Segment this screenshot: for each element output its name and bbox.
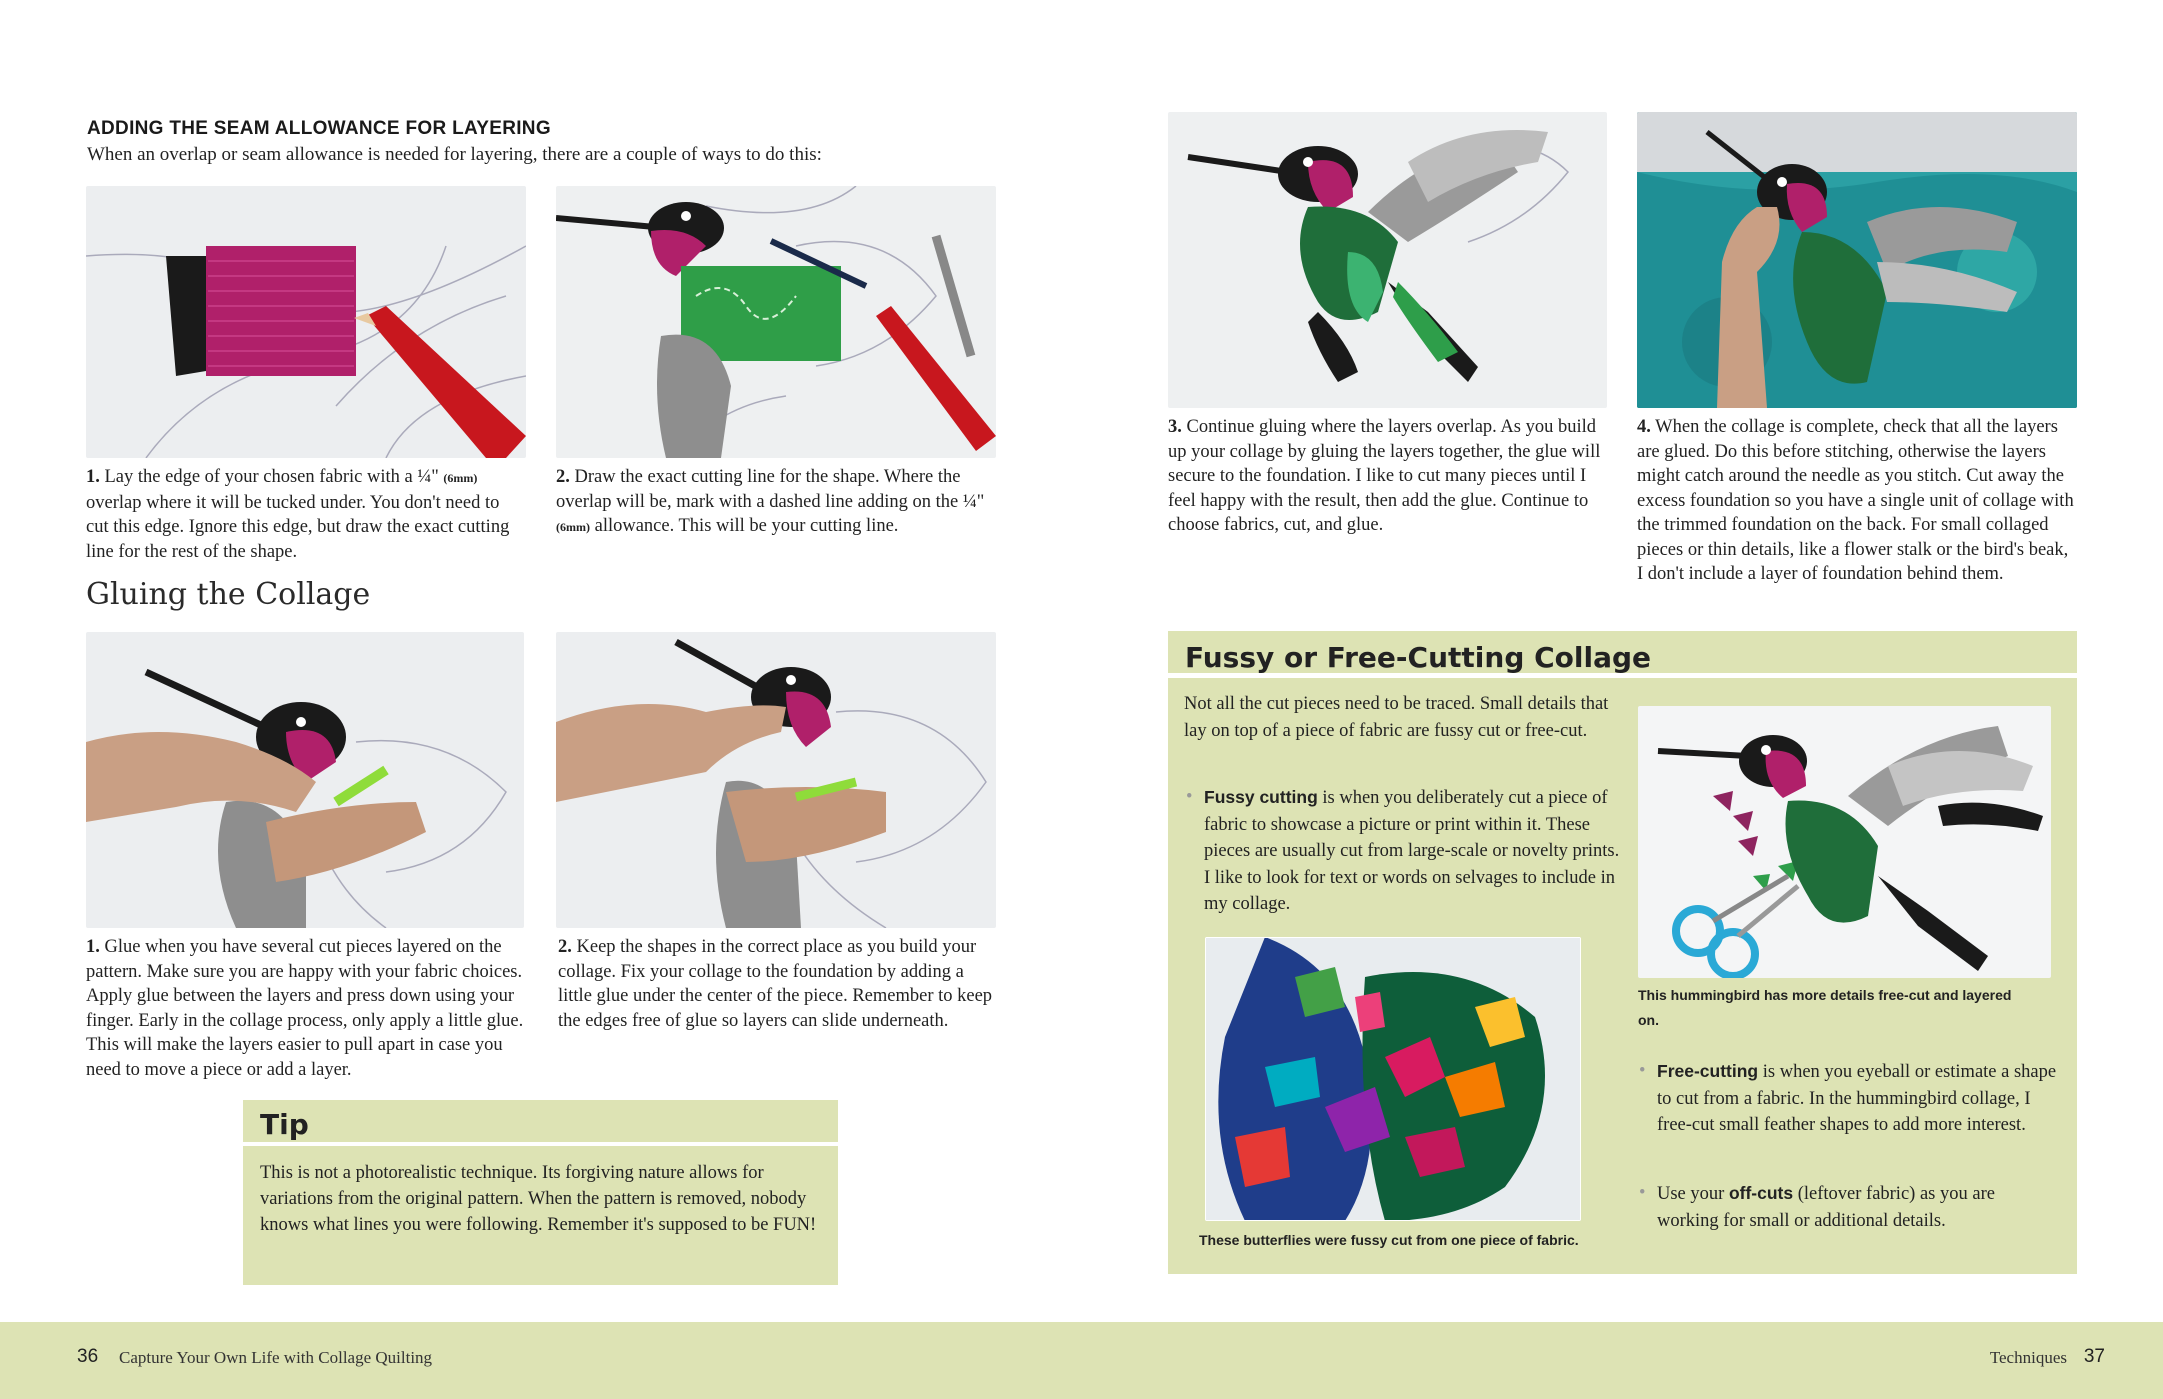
- fussy-title: Fussy or Free-Cutting Collage: [1185, 641, 1652, 674]
- gluing-step1-number: 1.: [86, 937, 100, 957]
- left-page-number: 36: [77, 1346, 99, 1367]
- seam-step2-number: 2.: [556, 467, 570, 487]
- fussy-cutting-text: is when you deliberately cut a piece of fabric to showcase a picture or print within it. These pieces are usually cut from large-scale or novelty prints. I like to look for text or words on selvages to include in my collage.: [1204, 788, 1620, 914]
- photo-butterflies: [1205, 937, 1581, 1221]
- photo-fabric-overlap: [86, 186, 526, 458]
- step4-number: 4.: [1637, 417, 1651, 437]
- seam-step1-metric: (6mm): [443, 471, 478, 485]
- step3-caption: [1168, 415, 1607, 538]
- off-cuts-pre: Use your: [1657, 1184, 1725, 1204]
- gluing-section-title: Gluing the Collage: [86, 577, 371, 612]
- photo-finished-collage: [1637, 112, 2077, 408]
- gluing-step2-text: Keep the shapes in the correct place as you build your collage. Fix your collage to the foundation by adding a little glue under the center of the piece. Remember to keep the edges free of glue so layers can slide underneath.: [558, 937, 993, 1031]
- off-cuts-text: (leftover fabric) as you are working for small or additional details.: [1657, 1184, 1995, 1231]
- fussy-cutting-term: Fussy cutting: [1204, 787, 1318, 807]
- free-cutting-term: Free-cutting: [1657, 1061, 1759, 1081]
- bullet-fussy-cutting: [1186, 784, 1624, 918]
- off-cuts-term: off-cuts: [1728, 1183, 1794, 1203]
- bullet-dot: •: [1639, 1183, 1646, 1203]
- step4-text: When the collage is complete, check that all the layers are glued. Do this before stitching, otherwise the layers might catch around the needle as you stitch. Cut away the excess foundation so you have a single unit of collage with the trimmed foundation on the back. For small collaged pieces or thin details, like a flower stalk or the bird's beak, I don't include a layer of foundation behind them.: [1637, 417, 2074, 584]
- seam-step2-caption: [556, 465, 996, 540]
- photo-cutting-line: [556, 186, 996, 458]
- photo-hummingbird-scissors: [1638, 706, 2051, 978]
- seam-allowance-heading: ADDING THE SEAM ALLOWANCE FOR LAYERING: [87, 118, 551, 139]
- hummingbird-caption: This hummingbird has more details free-cut and layered on.: [1638, 987, 2012, 1028]
- photo-collage-progress: [1168, 112, 1607, 408]
- right-page-number: 37: [2083, 1346, 2105, 1367]
- tip-title: Tip: [260, 1108, 309, 1141]
- bullet-free-cutting: [1639, 1058, 2057, 1139]
- gluing-step1-text: Glue when you have several cut pieces layered on the pattern. Make sure you are happy with your fabric choices. Apply glue between the layers and press down using your finger. Early in the collage process, only apply a little glue. This will make the layers easier to pull apart in case you need to move a piece or add a layer.: [86, 937, 524, 1080]
- fussy-cutting-box: [1168, 631, 2077, 1274]
- photo-gluing-hand: [86, 632, 524, 928]
- seam-step2-metric: (6mm): [556, 520, 590, 534]
- seam-step1-caption: [86, 465, 526, 564]
- seam-allowance-intro: When an overlap or seam allowance is needed for layering, there are a couple of ways to do this:: [87, 144, 822, 165]
- free-cutting-text: is when you eyeball or estimate a shape to cut from a fabric. In the hummingbird collage, I free-cut small feather shapes to add more interest.: [1657, 1062, 2057, 1135]
- step3-text: Continue gluing where the layers overlap. As you build up your collage by gluing the layers together, the glue will secure to the foundation. I like to cut many pieces until I feel happy with the result, then add the glue. Continue to choose fabrics, cut, and glue.: [1168, 417, 1601, 535]
- step4-caption: [1637, 415, 2077, 587]
- gluing-step2-number: 2.: [558, 937, 572, 957]
- photo-pressing-finger: [556, 632, 996, 928]
- page-footer: [0, 1322, 2163, 1399]
- fussy-intro: Not all the cut pieces need to be traced. Small details that lay on top of a piece of fabric are fussy cut or free-cut.: [1184, 694, 1609, 741]
- book-title: Capture Your Own Life with Collage Quilting: [119, 1348, 433, 1367]
- seam-step1-text-a: Lay the edge of your chosen fabric with a ¼": [104, 467, 439, 487]
- tip-divider: [243, 1142, 838, 1146]
- section-name: Techniques: [1989, 1348, 2067, 1367]
- tip-text: This is not a photorealistic technique. Its forgiving nature allows for variations from the original pattern. When the pattern is removed, nobody knows what lines you were following. Remember it's supposed to be FUN!: [260, 1163, 817, 1235]
- seam-step2-text-b: allowance. This will be your cutting line.: [594, 516, 899, 536]
- gluing-step1-caption: [86, 935, 526, 1082]
- bullet-dot: •: [1639, 1061, 1646, 1081]
- bullet-off-cuts: [1639, 1180, 2057, 1234]
- bullet-dot: •: [1186, 787, 1193, 807]
- seam-step1-text-b: overlap where it will be tucked under. You don't need to cut this edge. Ignore this edge, but draw the exact cutting line for the rest of the shape.: [86, 492, 510, 562]
- butterflies-caption: These butterflies were fussy cut from one piece of fabric.: [1199, 1232, 1579, 1248]
- seam-step1-number: 1.: [86, 467, 100, 487]
- step3-number: 3.: [1168, 417, 1182, 437]
- tip-box: [243, 1100, 838, 1285]
- seam-step2-text-a: Draw the exact cutting line for the shape. Where the overlap will be, mark with a dashed line adding on the ¼": [556, 467, 985, 512]
- gluing-step2-caption: [558, 935, 996, 1033]
